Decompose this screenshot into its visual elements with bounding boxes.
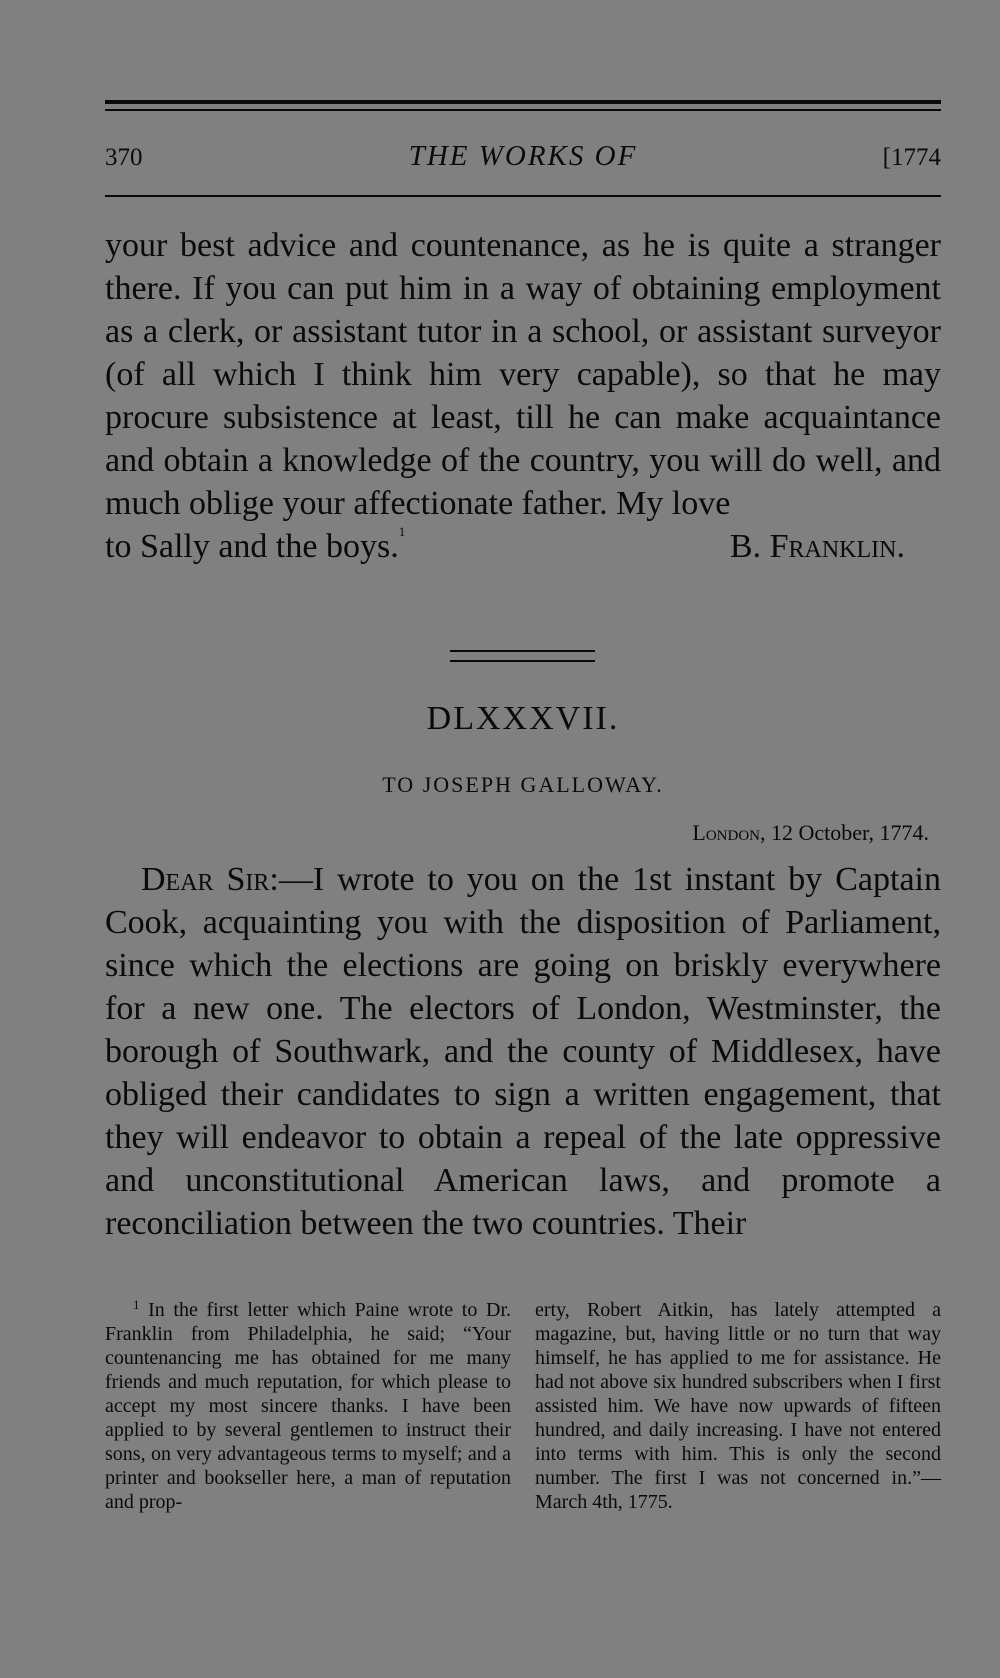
signature-name: Franklin. [769,528,905,565]
salutation: Dear Sir [141,861,270,898]
book-page [105,0,941,1678]
header-rule [105,195,941,197]
footnote-text-2: erty, Robert Aitkin, has lately attempted a magazine, but, having little or no turn that way himself, he has applied to me for assistance. He had not above six hundred subscribers when I first assisted him. We have now upwards of fifteen hundred, and daily increasing. I have not entered into terms with him. This is only the second number. The first I was not concerned in.”—March 4th, 1775. [535,1299,941,1513]
dateline-place: London, [692,820,766,845]
running-head [105,140,941,180]
running-title: THE WORKS OF [408,140,638,172]
top-rule-thin [105,109,941,111]
footnote-mark: 1 [133,1297,140,1312]
letter-body-text: :—I wrote to you on the 1st instant by Captain Cook, acquainting you with the disposition of Parliament, since which the elections are going on briskly everywhere for a new one. The electors of London, Westminster, the borough of Southwark, and the county of Middlesex, have obliged their candidates to sign a written engagement, that they will endeavor to obtain a repeal of the late oppressive and unconstitutional American laws, and promote a reconciliation between the two countries. Their [105,861,941,1242]
continued-letter-text: your best advice and countenance, as he is quite a stranger there. If you can put him in a way of obtaining employment as a clerk, or assistant tutor in a school, or assistant surveyor (of all which I think him very capable), so that he may procure subsistence at least, till he can make acquaintance and obtain a knowledge of the country, you will do well, and much oblige your affectionate father. My love [105,227,941,522]
continued-letter [105,224,941,568]
running-year: [1774 [882,144,941,171]
page-number: 370 [105,144,143,171]
letter-dateline [692,820,929,846]
footnote-column-1 [105,1298,511,1514]
signature [730,525,905,568]
closing-phrase: to Sally and the boys. [105,528,399,565]
footnote-text-1: In the first letter which Paine wrote to Dr. Franklin from Philadelphia, he said; “Your countenancing me has obtained for me many friends and much reputation, for which please to accept my most sincere thanks. I have been applied to by several gentlemen to instruct their sons, on very advantageous terms to myself; and a printer and bookseller here, a man of reputation and prop- [105,1299,511,1513]
closing-line [105,525,941,568]
letter-recipient: TO JOSEPH GALLOWAY. [382,772,664,797]
letter-number: DLXXXVII. [426,700,620,737]
letter-body [105,858,941,1245]
closing-text [105,525,405,568]
footnote-column-2 [535,1298,941,1514]
footnote-reference: 1 [398,524,406,539]
signature-initial: B. [729,528,762,565]
dateline-date: 12 October, 1774. [771,820,929,845]
top-rule [105,100,941,104]
footnotes [105,1298,941,1514]
section-divider [450,650,595,662]
